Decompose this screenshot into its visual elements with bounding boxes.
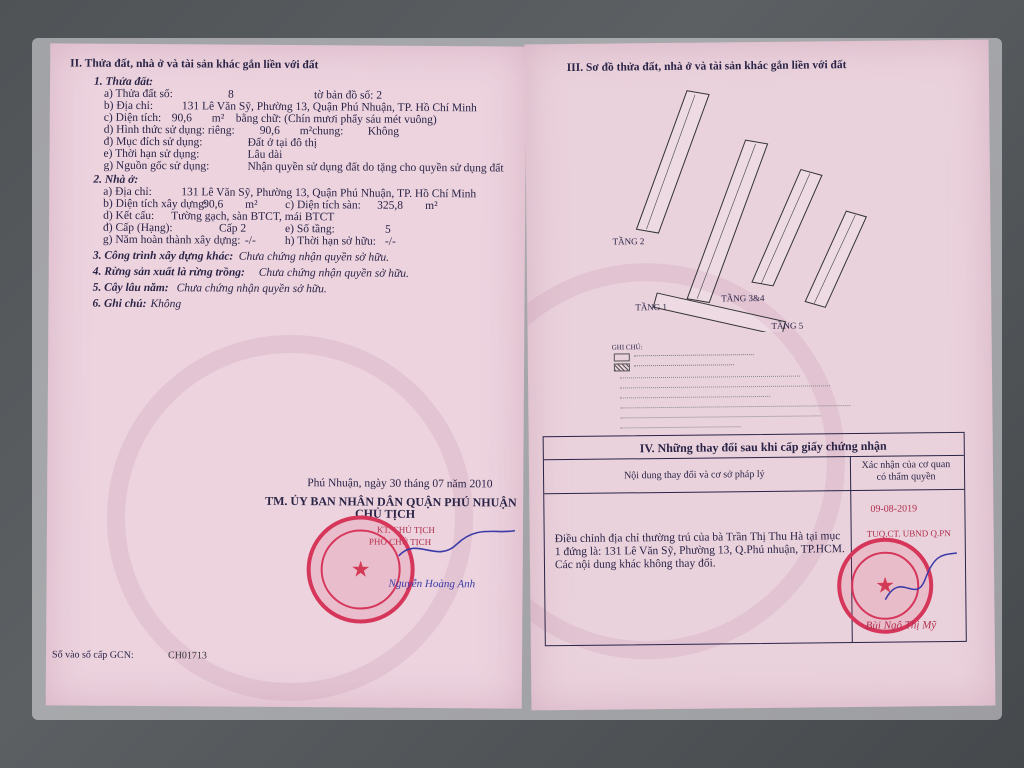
completion-year-label: g) Năm hoàn thành xây dựng: xyxy=(102,233,241,247)
floor-label-1: TẦNG 1 xyxy=(635,301,668,313)
floors-value: 5 xyxy=(384,223,391,236)
grade-value: Cấp 2 xyxy=(218,222,247,235)
structure-value: Tường gạch, sàn BTCT, mái BTCT xyxy=(171,210,335,224)
perennial-value: Chưa chứng nhận quyền sở hữu. xyxy=(176,282,327,296)
land-area-label: c) Diện tích: xyxy=(103,111,162,125)
floor-label-3-4: TẦNG 3&4 xyxy=(721,292,765,304)
signer-name: Nguyễn Hoàng Anh xyxy=(388,577,476,591)
usage-form-shared-value: Không xyxy=(367,125,400,138)
parcel-value: 8 xyxy=(227,88,234,101)
purpose-value: Đất ở tại đô thị xyxy=(247,136,317,150)
other-construction-value: Chưa chứng nhận quyền sở hữu. xyxy=(238,250,390,264)
change-signer: Bùi Ngô Thị Mỹ xyxy=(865,619,937,632)
land-heading: 1. Thửa đất: xyxy=(94,75,154,89)
house-address-label: a) Địa chỉ: xyxy=(103,185,152,199)
house-address-value: 131 Lê Văn Sỹ, Phường 13, Quận Phú Nhuận, TP. Hồ Chí Minh xyxy=(181,186,477,201)
ownership-term-label: h) Thời hạn sở hữu: xyxy=(284,234,376,248)
section-title-ii: II. Thửa đất, nhà ở và tài sản khác gắn liền với đất xyxy=(70,57,319,72)
registry-number: CH01713 xyxy=(168,650,207,662)
stamp-note-deputy: PHÓ CHỦ TỊCH xyxy=(368,536,432,548)
watermark-emblem xyxy=(106,334,475,703)
changes-table xyxy=(543,432,967,646)
house-heading: 2. Nhà ở: xyxy=(93,173,139,186)
col-change-content: Nội dung thay đổi và cơ sở pháp lý xyxy=(623,468,765,482)
build-area-unit: m² xyxy=(245,198,258,211)
col-authority: Xác nhận của cơ quan có thẩm quyền xyxy=(861,459,951,483)
floor-area-label: c) Diện tích sàn: xyxy=(285,198,361,212)
district-seal: ★ xyxy=(306,515,415,624)
floor-area-value: 325,8 xyxy=(377,199,404,212)
usage-form-label: d) Hình thức sử dụng: riêng: xyxy=(103,123,235,137)
forest-value: Chưa chứng nhận quyền sở hữu. xyxy=(258,266,409,280)
origin-value: Nhận quyền sử dụng đất do tặng cho quyền sử dụng đất xyxy=(247,160,504,175)
change-agency: TUQ.CT. UBND Q.PN xyxy=(866,528,951,539)
issuing-authority: TM. ỦY BAN NHÂN DÂN QUẬN PHÚ NHUẬN xyxy=(265,493,517,510)
origin-label: g) Nguồn gốc sử dụng: xyxy=(103,159,210,173)
map-sheet: tờ bản đồ số: 2 xyxy=(313,89,383,102)
grade-label: đ) Cấp (Hạng): xyxy=(102,221,173,235)
notes-value: Không xyxy=(150,298,182,311)
left-page xyxy=(46,43,527,708)
chairman-title: CHỦ TỊCH xyxy=(354,506,416,521)
changes-title: IV. Những thay đổi sau khi cấp giấy chứng nhận xyxy=(639,438,887,456)
land-address-value: 131 Lê Văn Sỹ, Phường 13, Quận Phú Nhuận, TP. Hồ Chí Minh xyxy=(181,100,477,115)
forest-label: 4. Rừng sản xuất là rừng trồng: xyxy=(92,265,245,279)
change-content: Điều chỉnh địa chỉ thường trú của bà Trần Thị Thu Hà tại mục 1 đứng là: 131 Lê Văn Sỹ, Phường 13, Q.Phú nhuận, TP.HCM. Các nội dung khác không thay đổi. xyxy=(554,530,845,572)
build-area-value: 90,6 xyxy=(203,198,224,211)
usage-form-shared-label: m²chung: xyxy=(299,125,344,138)
land-area-words: bằng chữ: (Chín mươi phẩy sáu mét vuông) xyxy=(235,112,437,127)
ownership-term-value: -/- xyxy=(384,235,396,248)
term-value: Lâu dài xyxy=(247,148,283,161)
parcel-label: a) Thửa đất số: xyxy=(103,87,173,101)
section-title-iii: III. Sơ đồ thửa đất, nhà ở và tài sản khác gắn liền với đất xyxy=(566,59,847,75)
notes-label: 6. Ghi chú: xyxy=(92,297,147,311)
perennial-label: 5. Cây lâu năm: xyxy=(92,281,169,295)
registry-label: Số vào sổ cấp GCN: xyxy=(52,649,134,661)
chairman-signature xyxy=(397,526,517,567)
right-page xyxy=(525,40,996,711)
legend-title: GHI CHÚ: xyxy=(611,343,643,352)
completion-year-value: -/- xyxy=(244,234,256,247)
land-area-unit: m² xyxy=(211,112,225,125)
structure-label: d) Kết cấu: xyxy=(103,209,155,223)
usage-form-private: 90,6 xyxy=(259,124,280,137)
purpose-label: đ) Mục đích sử dụng: xyxy=(103,135,203,149)
floor-label-5: TẦNG 5 xyxy=(771,320,804,331)
stamp-note-vice: KT. CHỦ TỊCH xyxy=(376,524,435,536)
land-address-label: b) Địa chỉ: xyxy=(103,99,154,113)
floor-area-unit: m² xyxy=(425,199,438,213)
change-signature xyxy=(881,549,962,610)
other-construction-label: 3. Công trình xây dựng khác: xyxy=(92,249,234,263)
change-seal: ★ xyxy=(837,537,934,634)
floor-label-2: TẦNG 2 xyxy=(612,236,645,247)
land-area-value: 90,6 xyxy=(171,112,192,125)
floors-label: e) Số tầng: xyxy=(284,222,335,236)
build-area-label: b) Diện tích xây dựng: xyxy=(103,197,208,211)
change-date: 09-08-2019 xyxy=(870,503,918,515)
term-label: e) Thời hạn sử dụng: xyxy=(103,147,200,161)
place-date: Phú Nhuận, ngày 30 tháng 07 năm 2010 xyxy=(307,477,493,491)
